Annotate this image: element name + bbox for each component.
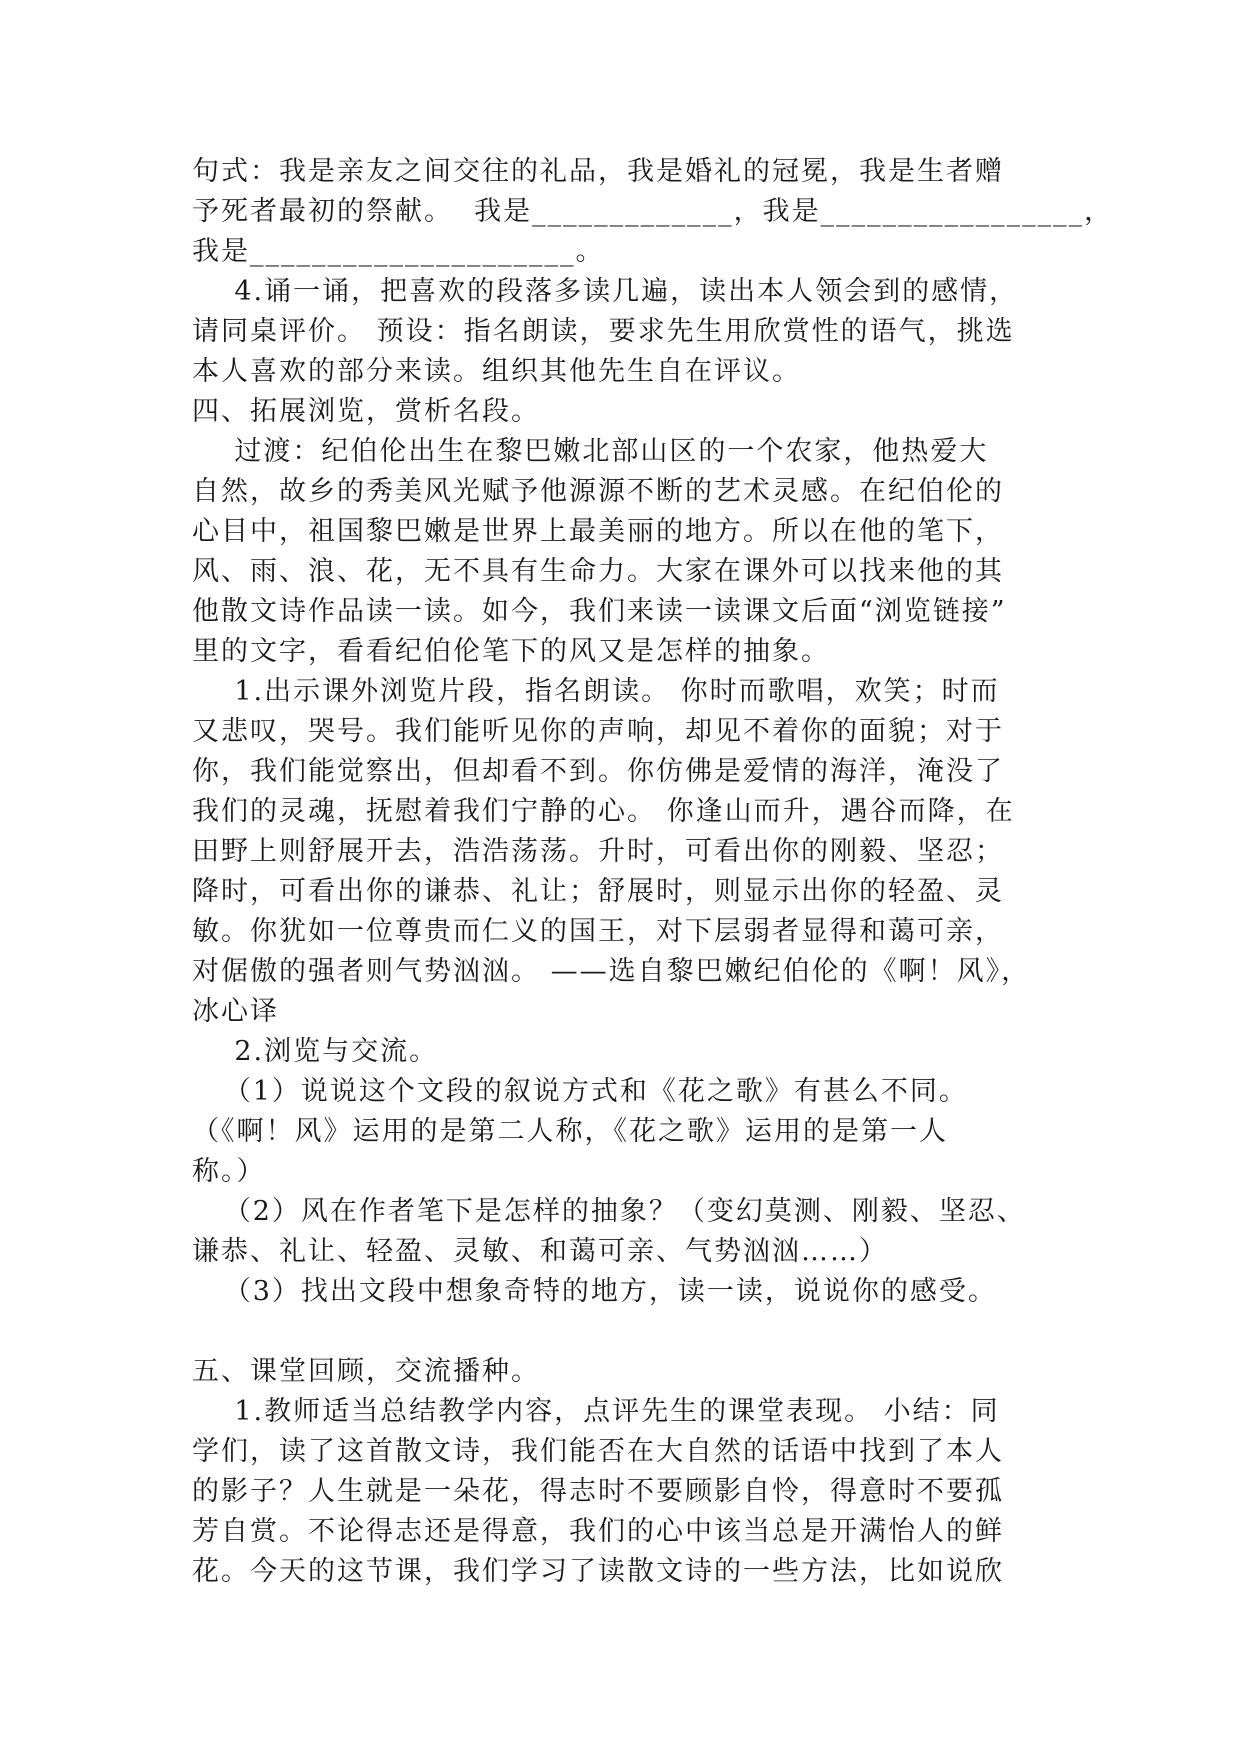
text-line: 降时，可看出你的谦恭、礼让；舒展时，则显示出你的轻盈、灵 [192,876,1004,907]
text-line: 学们，读了这首散文诗，我们能否在大自然的话语中找到了本人 [192,1436,1004,1467]
text-line: 2.浏览与交流。 [192,1036,439,1067]
text-line: 请同桌评价。 预设：指名朗读，要求先生用欣赏性的语气，挑选 [192,316,1015,347]
text-line: 敏。你犹如一位尊贵而仁义的国王，对下层弱者显得和蔼可亲， [192,916,1004,947]
text-line: 我是_____________________。 [192,236,605,267]
section-heading: 五、课堂回顾，交流播种。 [192,1356,540,1387]
text-line: 称。） [192,1156,266,1187]
text-line: 你，我们能觉察出，但却看不到。你仿佛是爱情的海洋，淹没了 [192,756,1004,787]
section-heading: 四、拓展浏览，赏析名段。 [192,396,540,427]
text-line: 过渡：纪伯伦出生在黎巴嫩北部山区的一个农家，他热爱大 [192,436,989,467]
text-line: 花。今天的这节课，我们学习了读散文诗的一些方法，比如说欣 [192,1556,1004,1587]
text-line: 谦恭、礼让、轻盈、灵敏、和蔼可亲、气势汹汹……） [192,1236,888,1267]
text-line: 1.出示课外浏览片段，指名朗读。 你时而歌唱，欢笑；时而 [192,676,1000,707]
text-line: 我们的灵魂，抚慰着我们宁静的心。 你逢山而升，遇谷而降，在 [192,796,1015,827]
text-line: 1.教师适当总结教学内容，点评先生的课堂表现。 小结：同 [192,1396,1000,1427]
text-line: 心目中，祖国黎巴嫩是世界上最美丽的地方。所以在他的笔下， [192,516,1004,547]
text-line: 句式：我是亲友之间交往的礼品，我是婚礼的冠冕，我是生者赠 [192,156,1004,187]
text-line: 的影子？人生就是一朵花，得志时不要顾影自怜，得意时不要孤 [192,1476,1004,1507]
text-line: 风、雨、浪、花，无不具有生命力。大家在课外可以找来他的其 [192,556,1004,587]
text-line: 田野上则舒展开去，浩浩荡荡。升时，可看出你的刚毅、坚忍； [192,836,1004,867]
text-line: 又悲叹，哭号。我们能听见你的声响，却见不着你的面貌；对于 [192,716,1004,747]
text-line: 里的文字，看看纪伯伦笔下的风又是怎样的抽象。 [192,636,830,667]
text-line: 冰心译 [192,996,279,1027]
text-line: （1）说说这个文段的叙说方式和《花之歌》有甚么不同。 [192,1076,968,1107]
text-line: 芳自赏。不论得志还是得意，我们的心中该当总是开满怡人的鲜 [192,1516,1004,1547]
text-line: 本人喜欢的部分来读。组织其他先生自在评议。 [192,356,801,387]
text-line: 予死者最初的祭献。 我是_____________，我是_________________， [192,196,1114,227]
text-line: 对倨傲的强者则气势汹汹。 ——选自黎巴嫩纪伯伦的《啊！风》， [192,956,1031,987]
text-line: （《啊！风》运用的是第二人称，《花之歌》运用的是第一人 [192,1116,948,1147]
text-line: 自然，故乡的秀美风光赋予他源源不断的艺术灵感。在纪伯伦的 [192,476,1004,507]
text-line: （3）找出文段中想象奇特的地方，读一读，说说你的感受。 [192,1276,997,1307]
text-line: （2）风在作者笔下是怎样的抽象？（变幻莫测、刚毅、坚忍、 [192,1196,1026,1227]
text-line: 他散文诗作品读一读。如今，我们来读一读课文后面“浏览链接” [192,596,1007,627]
text-line: 4.诵一诵，把喜欢的段落多读几遍，读出本人领会到的感情， [192,276,1019,307]
